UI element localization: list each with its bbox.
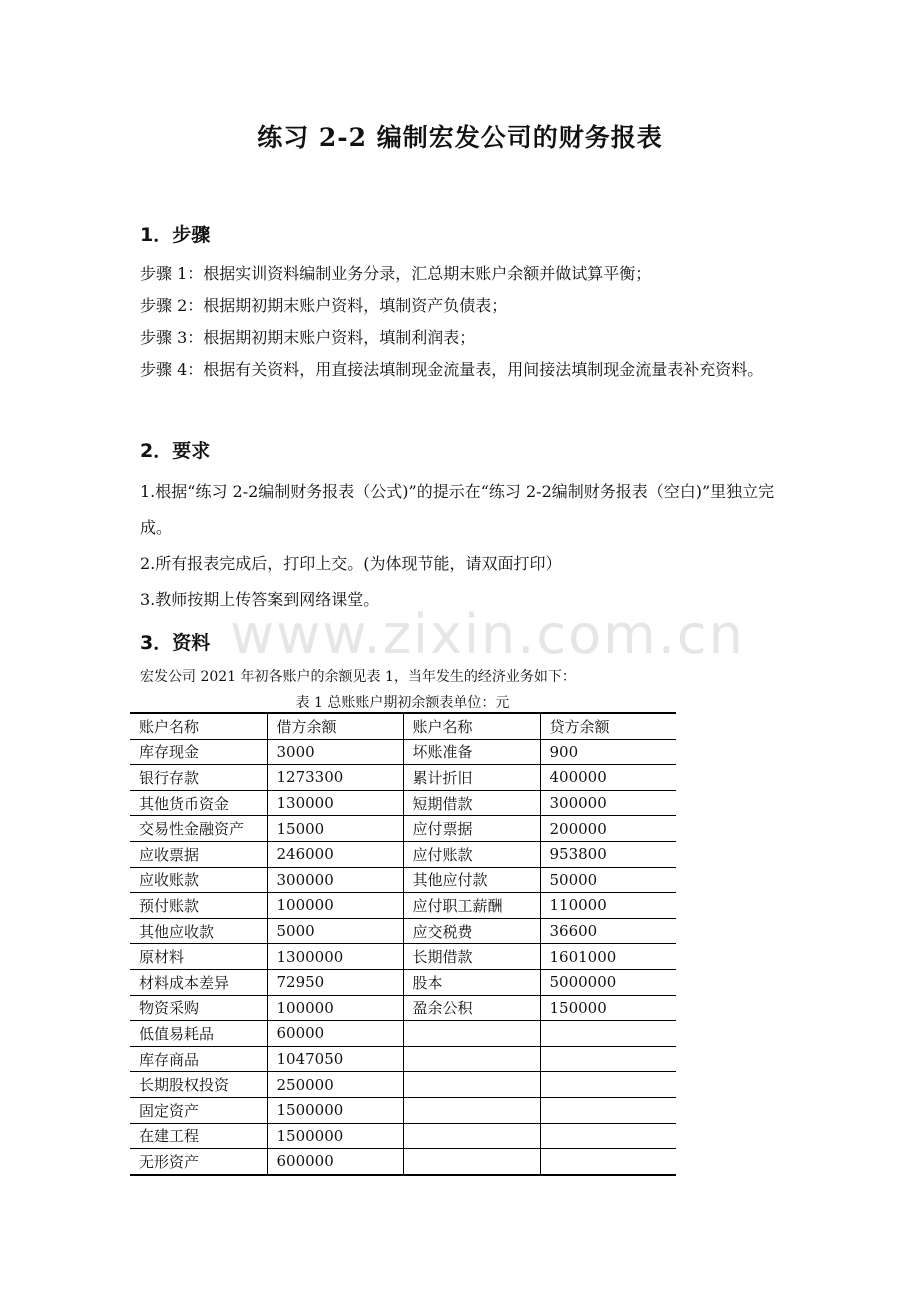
requirement-line-2: 2.所有报表完成后，打印上交。(为体现节能，请双面打印） [140,554,562,573]
credit-balance-cell: 900 [540,739,676,765]
credit-account-cell [403,1097,540,1123]
credit-account-cell [403,1046,540,1072]
debit-account-cell: 固定资产 [130,1097,267,1123]
step-line-3: 步骤 3：根据期初期末账户资料，填制利润表； [140,328,476,347]
table-row [130,1149,676,1175]
credit-balance-cell: 1601000 [540,944,676,970]
credit-balance-cell: 150000 [540,995,676,1021]
credit-account-cell [403,1149,540,1175]
credit-balance-cell: 200000 [540,816,676,842]
debit-account-cell: 库存商品 [130,1046,267,1072]
step-line-2: 步骤 2：根据期初期末账户资料，填制资产负债表； [140,296,508,315]
debit-balance-cell: 1300000 [267,944,403,970]
credit-balance-cell [540,1097,676,1123]
credit-account-cell: 累计折旧 [403,765,540,791]
debit-account-cell: 应收票据 [130,841,267,867]
debit-balance-cell: 100000 [267,893,403,919]
debit-account-cell: 其他应收款 [130,918,267,944]
table-row [130,841,676,867]
table-row [130,816,676,842]
credit-account-cell [403,1072,540,1098]
debit-account-cell: 物资采购 [130,995,267,1021]
debit-balance-cell: 100000 [267,995,403,1021]
credit-balance-cell [540,1021,676,1047]
table-row [130,893,676,919]
debit-balance-cell: 60000 [267,1021,403,1047]
header-account-name-debit: 账户名称 [130,713,267,739]
table-row [130,1123,676,1149]
credit-balance-cell: 36600 [540,918,676,944]
credit-account-cell: 应付账款 [403,841,540,867]
credit-balance-cell: 110000 [540,893,676,919]
table-row [130,765,676,791]
debit-account-cell: 长期股权投资 [130,1072,267,1098]
credit-account-cell: 股本 [403,969,540,995]
debit-account-cell: 在建工程 [130,1123,267,1149]
debit-account-cell: 原材料 [130,944,267,970]
credit-balance-cell: 50000 [540,867,676,893]
debit-balance-cell: 1047050 [267,1046,403,1072]
credit-balance-cell: 953800 [540,841,676,867]
credit-account-cell: 其他应付款 [403,867,540,893]
credit-account-cell: 应付票据 [403,816,540,842]
table-header-row [130,713,676,739]
table-row [130,1021,676,1047]
debit-balance-cell: 130000 [267,790,403,816]
debit-balance-cell: 72950 [267,969,403,995]
table-row [130,790,676,816]
requirement-line-3: 3.教师按期上传答案到网络课堂。 [140,590,380,609]
credit-account-cell: 短期借款 [403,790,540,816]
debit-balance-cell: 300000 [267,867,403,893]
debit-balance-cell: 5000 [267,918,403,944]
watermark-text: www.zixin.com.cn [230,603,745,666]
debit-balance-cell: 250000 [267,1072,403,1098]
debit-balance-cell: 246000 [267,841,403,867]
step-line-1: 步骤 1：根据实训资料编制业务分录，汇总期末账户余额并做试算平衡； [140,264,652,283]
table-row [130,995,676,1021]
credit-balance-cell: 300000 [540,790,676,816]
header-account-name-credit: 账户名称 [403,713,540,739]
credit-balance-cell: 400000 [540,765,676,791]
credit-account-cell: 盈余公积 [403,995,540,1021]
table-row [130,739,676,765]
table-row [130,969,676,995]
table-row [130,1046,676,1072]
table-row [130,944,676,970]
debit-account-cell: 低值易耗品 [130,1021,267,1047]
section-heading-materials: 3．资料 [140,632,211,654]
credit-account-cell: 应付职工薪酬 [403,893,540,919]
debit-balance-cell: 600000 [267,1149,403,1175]
debit-balance-cell: 15000 [267,816,403,842]
table-row [130,867,676,893]
materials-intro: 宏发公司 2021 年初各账户的余额见表 1，当年发生的经济业务如下： [140,669,576,685]
debit-account-cell: 其他货币资金 [130,790,267,816]
table-row [130,918,676,944]
table-row [130,1097,676,1123]
credit-balance-cell [540,1072,676,1098]
page-title: 练习 2-2 编制宏发公司的财务报表 [257,123,663,152]
header-credit-balance: 贷方余额 [540,713,676,739]
section-heading-steps: 1．步骤 [140,224,211,246]
debit-balance-cell: 1273300 [267,765,403,791]
table-caption: 表 1 总账账户期初余额表单位：元 [295,695,510,711]
credit-account-cell [403,1021,540,1047]
debit-account-cell: 库存现金 [130,739,267,765]
credit-balance-cell [540,1149,676,1175]
credit-balance-cell [540,1123,676,1149]
credit-balance-cell: 5000000 [540,969,676,995]
credit-balance-cell [540,1046,676,1072]
requirement-line-1: 1.根据“练习 2-2编制财务报表（公式)”的提示在“练习 2-2编制财务报表（空白)”里独立完成。 [140,482,775,537]
section-heading-requirements: 2．要求 [140,440,211,462]
credit-account-cell [403,1123,540,1149]
step-line-4: 步骤 4：根据有关资料，用直接法填制现金流量表，用间接法填制现金流量表补充资料。 [140,360,764,379]
credit-account-cell: 长期借款 [403,944,540,970]
debit-balance-cell: 1500000 [267,1123,403,1149]
opening-balance-table [130,712,676,1176]
debit-account-cell: 银行存款 [130,765,267,791]
credit-account-cell: 应交税费 [403,918,540,944]
table-row [130,1072,676,1098]
debit-account-cell: 材料成本差异 [130,969,267,995]
debit-balance-cell: 1500000 [267,1097,403,1123]
debit-account-cell: 无形资产 [130,1149,267,1175]
debit-account-cell: 预付账款 [130,893,267,919]
debit-account-cell: 交易性金融资产 [130,816,267,842]
header-debit-balance: 借方余额 [267,713,403,739]
debit-balance-cell: 3000 [267,739,403,765]
credit-account-cell: 坏账准备 [403,739,540,765]
debit-account-cell: 应收账款 [130,867,267,893]
